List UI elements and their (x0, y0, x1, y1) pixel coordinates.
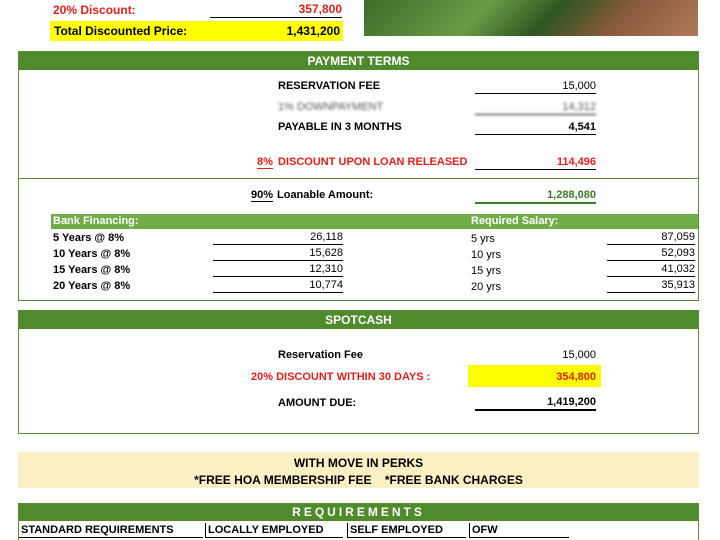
total-discounted-label: Total Discounted Price: (54, 24, 188, 38)
spot-reservation-label: Reservation Fee (278, 349, 363, 361)
loanable-pct: 90% (251, 189, 274, 201)
loan-discount-value: 114,496 (475, 155, 596, 170)
reservation-fee-value: 15,000 (475, 79, 596, 94)
bank-term: 15 Years @ 8% (53, 264, 131, 276)
bank-term: 5 Years @ 8% (53, 232, 125, 244)
loan-discount-pct: 8% (257, 156, 273, 168)
amount-due-label: AMOUNT DUE: (278, 397, 357, 409)
bank-monthly: 26,118 (213, 230, 343, 245)
amount-due-value: 1,419,200 (475, 395, 596, 411)
bank-term: 10 Years @ 8% (53, 248, 131, 260)
spot-discount-label: 20% DISCOUNT WITHIN 30 DAYS : (251, 371, 431, 383)
payable-value: 4,541 (475, 120, 596, 135)
loanable-value: 1,288,080 (475, 188, 596, 204)
req-col-ofw: OFW (469, 523, 569, 538)
total-discounted-value: 1,431,200 (286, 24, 340, 38)
downpayment-label: 1% DOWNPAYMENT (278, 101, 384, 113)
perks-items: *FREE HOA MEMBERSHIP FEE *FREE BANK CHARGES (194, 473, 523, 487)
bank-years: 20 yrs (471, 281, 501, 293)
loanable-label: Loanable Amount: (277, 189, 374, 201)
payment-terms-box (18, 51, 699, 301)
loan-discount-label: DISCOUNT UPON LOAN RELEASED (278, 156, 468, 168)
bank-financing-label: Bank Financing: (53, 215, 139, 227)
req-col-self-employed: SELF EMPLOYED (347, 523, 466, 538)
divider (19, 178, 698, 179)
requirements-title: REQUIREMENTS (19, 504, 698, 521)
reservation-fee-label: RESERVATION FEE (278, 80, 381, 92)
downpayment-value: 14,312 (475, 100, 596, 115)
discount-label: 20% Discount: (53, 3, 136, 17)
payment-terms-title: PAYMENT TERMS (19, 52, 698, 70)
bank-monthly: 12,310 (213, 262, 343, 277)
perks-title: WITH MOVE IN PERKS (293, 456, 424, 470)
spot-discount-value: 354,800 (556, 371, 596, 383)
requirements-box (18, 503, 699, 540)
req-col-standard: STANDARD REQUIREMENTS (19, 523, 203, 538)
bank-term: 20 Years @ 8% (53, 280, 131, 292)
bank-financing-header (51, 214, 698, 229)
move-in-perks (18, 452, 699, 488)
bank-monthly: 10,774 (213, 278, 343, 293)
spotcash-box (18, 310, 699, 434)
discount-value: 357,800 (210, 2, 342, 18)
bank-years: 10 yrs (471, 249, 501, 261)
bank-salary: 41,032 (607, 262, 695, 277)
bank-years: 15 yrs (471, 265, 501, 277)
bank-salary: 52,093 (607, 246, 695, 261)
bank-years: 5 yrs (471, 233, 495, 245)
spotcash-title: SPOTCASH (19, 311, 698, 329)
bank-salary: 35,913 (607, 278, 695, 293)
spot-reservation-value: 15,000 (562, 349, 596, 361)
required-salary-label: Required Salary: (471, 215, 559, 227)
bank-monthly: 15,628 (213, 246, 343, 261)
house-photo (364, 0, 698, 36)
req-col-locally-employed: LOCALLY EMPLOYED (205, 523, 343, 538)
payable-label: PAYABLE IN 3 MONTHS (278, 121, 402, 133)
bank-salary: 87,059 (607, 230, 695, 245)
